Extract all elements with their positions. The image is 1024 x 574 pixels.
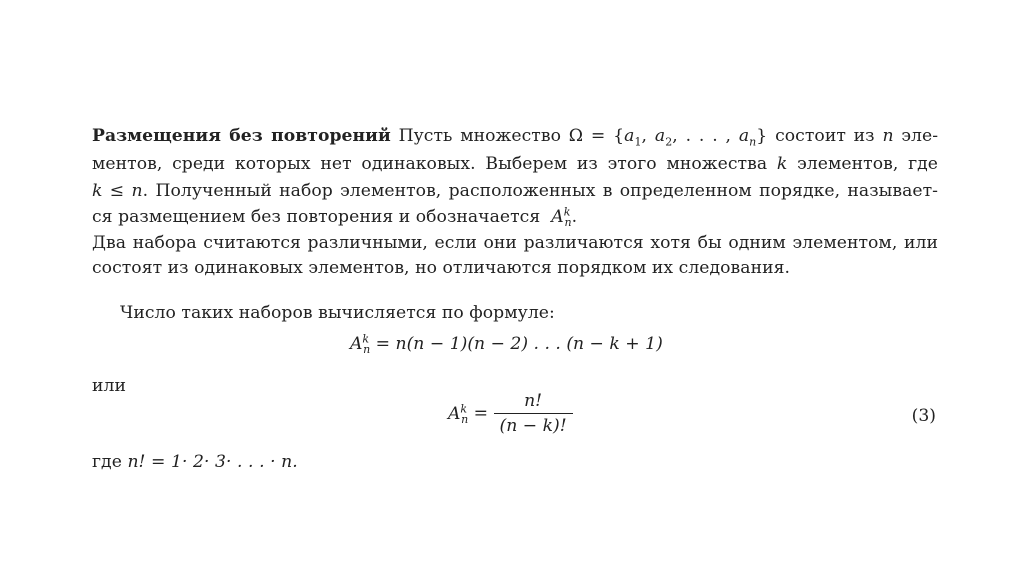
fraction — [494, 391, 573, 436]
math-set: $\Omega = \{a_1$, $a_2$, . . . , $a_n$} — [568, 126, 768, 149]
text: состоят из одинаковых элементов, но отличаются порядком их следования. — [92, 258, 790, 278]
paragraph-2-line-1 — [92, 231, 938, 255]
formula-1: $A^k_n = n(n - 1)(n - 2)$ . . . (n − k + 1) — [350, 332, 663, 357]
paragraph-3 — [120, 301, 966, 325]
paragraph-1-line-4 — [92, 205, 938, 229]
paragraph-1-line-3 — [92, 179, 938, 203]
math-var: k — [776, 154, 788, 174]
text: состоит из — [775, 126, 875, 146]
math-inequality: k ≤ n. Полученный набор элементов, расположенных в определенном порядке, называет- — [92, 181, 939, 201]
text: элементов, где — [797, 154, 939, 174]
formula-2: $A^k_n$ = $\frac{n!}{(n - k)!}$ — [448, 391, 573, 436]
factorial-definition: где n! = 1· 2· 3· . . . · n. — [92, 452, 298, 472]
math-var: n — [882, 126, 894, 146]
paragraph-1-line-1 — [92, 124, 938, 148]
text: Число таких наборов вычисляется по формуле: — [120, 303, 555, 323]
paragraph-2-line-2 — [92, 256, 938, 280]
text: ся размещением без повторения и обозначается — [92, 207, 541, 227]
fraction-denominator: (n − k)! — [499, 416, 567, 436]
text: эле- — [901, 126, 939, 146]
paragraph-1-line-2 — [92, 152, 938, 176]
section-heading: Размещения без повторений — [92, 126, 391, 146]
text: Два набора считаются различными, если они различаются хотя бы одним элементом, или — [92, 233, 938, 253]
factorial-formula: n! = 1· 2· 3· . . . · n. — [127, 452, 298, 472]
text: Пусть множество — [398, 126, 561, 146]
fraction-numerator: n! — [494, 391, 573, 414]
text: ментов, среди которых нет одинаковых. Выберем из этого множества — [92, 154, 768, 174]
formula-1-rhs: = n(n − 1)(n − 2) . . . (n − k + 1) — [375, 334, 663, 354]
math-symbol: $A^k_n$. — [551, 205, 578, 230]
equation-number: (3) — [911, 406, 936, 426]
or-text: или — [92, 376, 126, 396]
